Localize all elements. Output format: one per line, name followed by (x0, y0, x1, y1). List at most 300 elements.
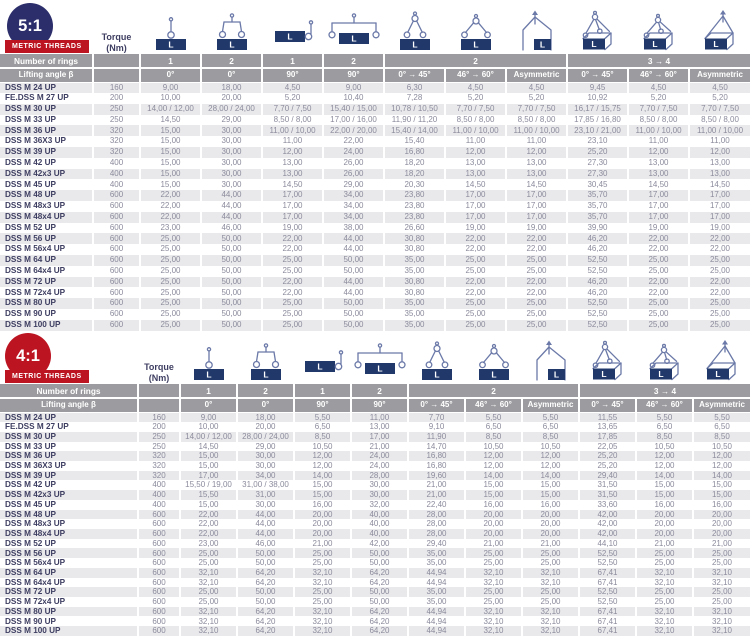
load-value: 15,00 (140, 169, 201, 180)
torque-value: 600 (138, 548, 180, 558)
load-value: 30,00 (201, 136, 262, 147)
svg-text:L: L (262, 369, 269, 380)
load-value: 30,00 (201, 158, 262, 169)
torque-value: 320 (138, 471, 180, 481)
product-name: DSS M 72x4 UP (0, 597, 138, 607)
load-value: 20,00 (237, 422, 294, 432)
table-row (0, 432, 750, 442)
load-value: 30,45 (567, 179, 628, 190)
torque-value: 200 (138, 422, 180, 432)
load-value: 25,00 (294, 548, 351, 558)
multi-leg-46-60-icon-cell (636, 332, 693, 384)
load-value: 35,00 (384, 298, 445, 309)
torque-value: 600 (93, 255, 140, 266)
load-value: 4,50 (628, 82, 689, 93)
load-value: 42,00 (579, 510, 636, 520)
load-value: 25,20 (579, 461, 636, 471)
load-value: 35,00 (384, 309, 445, 320)
two-ring-0deg-icon (239, 339, 293, 383)
load-value: 19,00 (445, 223, 506, 234)
load-value: 7,70 (408, 412, 465, 422)
load-value: 44,94 (408, 568, 465, 578)
load-value: 5,20 (628, 93, 689, 104)
load-value: 25,00 (262, 255, 323, 266)
angle-cell: Asymmetric (506, 68, 567, 82)
load-value: 12,00 (693, 461, 750, 471)
load-value: 50,00 (323, 320, 384, 331)
torque-value: 600 (93, 190, 140, 201)
load-value: 26,60 (384, 223, 445, 234)
table-row (0, 578, 750, 588)
load-value: 67,41 (579, 578, 636, 588)
load-value: 12,00 (465, 461, 522, 471)
load-value: 46,00 (201, 223, 262, 234)
load-value: 15,00 (294, 490, 351, 500)
load-value: 5,20 (445, 93, 506, 104)
product-name: DSS M 90 UP (0, 616, 138, 626)
table-row (0, 412, 750, 422)
load-value: 25,00 (689, 255, 750, 266)
load-value: 5,50 (465, 412, 522, 422)
torque-value: 400 (93, 179, 140, 190)
load-value: 12,00 (262, 147, 323, 158)
torque-value: 320 (138, 451, 180, 461)
load-value: 20,30 (384, 179, 445, 190)
table-row (0, 500, 750, 510)
load-value: 50,00 (351, 587, 408, 597)
torque-value: 400 (93, 158, 140, 169)
load-value: 32,10 (636, 578, 693, 588)
one-ring-90deg-icon-cell (262, 0, 323, 54)
load-value: 4,50 (262, 82, 323, 93)
load-value: 23,10 / 21,00 (567, 125, 628, 136)
multi-leg-46-60-icon (632, 9, 686, 53)
load-value: 22,00 (689, 244, 750, 255)
load-value: 67,41 (579, 626, 636, 636)
load-value: 15,00 (180, 500, 237, 510)
load-value: 25,00 (506, 298, 567, 309)
load-value: 35,00 (384, 255, 445, 266)
table-row (0, 529, 750, 539)
torque-value: 600 (138, 539, 180, 549)
load-value: 21,00 (636, 539, 693, 549)
load-value: 32,10 (180, 616, 237, 626)
load-value: 34,00 (323, 201, 384, 212)
load-value: 25,00 (262, 320, 323, 331)
ring-count-cell: 1 (180, 384, 237, 398)
lifting-angle-row (0, 68, 750, 82)
product-name: DSS M 48 UP (0, 190, 93, 201)
load-value: 46,20 (567, 233, 628, 244)
load-value: 15,00 (636, 480, 693, 490)
load-value: 25,00 (294, 597, 351, 607)
torque-value: 600 (93, 309, 140, 320)
load-value: 14,00 (522, 471, 579, 481)
load-value: 64,20 (351, 568, 408, 578)
load-value: 18,00 (201, 82, 262, 93)
load-value: 31,50 (579, 490, 636, 500)
angle-cell: Asymmetric (689, 68, 750, 82)
load-value: 21,00 (465, 539, 522, 549)
load-value: 44,00 (201, 190, 262, 201)
table-row (0, 179, 750, 190)
table-row (0, 587, 750, 597)
load-value: 22,00 (140, 190, 201, 201)
load-value: 25,00 (506, 309, 567, 320)
load-value: 22,00 (506, 287, 567, 298)
product-name: DSS M 72 UP (0, 587, 138, 597)
load-value: 15,00 (140, 147, 201, 158)
load-value: 12,00 (465, 451, 522, 461)
load-value: 32,10 (522, 568, 579, 578)
load-value: 20,00 (294, 529, 351, 539)
load-value: 44,94 (408, 607, 465, 617)
product-name: DSS M 48 UP (0, 510, 138, 520)
load-value: 25,00 (140, 309, 201, 320)
load-value: 50,00 (323, 266, 384, 277)
load-value: 11,00 (689, 136, 750, 147)
product-name: DSS M 64 UP (0, 255, 93, 266)
load-value: 32,10 (636, 616, 693, 626)
load-value: 44,10 (579, 539, 636, 549)
load-value: 22,00 (262, 244, 323, 255)
load-value: 25,00 (636, 587, 693, 597)
svg-text:L: L (411, 39, 418, 50)
load-value: 5,50 (522, 412, 579, 422)
product-name: DSS M 33 UP (0, 115, 93, 126)
load-value: 15,00 (465, 480, 522, 490)
load-value: 25,00 (180, 597, 237, 607)
load-value: 23,80 (384, 190, 445, 201)
table-row (0, 277, 750, 288)
two-leg-0-45-icon (410, 339, 464, 383)
load-value: 32,10 (294, 568, 351, 578)
load-value: 22,00 (628, 244, 689, 255)
load-value: 13,65 (579, 422, 636, 432)
load-value: 22,00 (506, 233, 567, 244)
load-value: 7,70 / 7,50 (445, 104, 506, 115)
load-value: 25,00 (445, 320, 506, 331)
load-value: 25,00 (522, 548, 579, 558)
product-name: FE.DSS M 27 UP (0, 422, 138, 432)
load-value: 25,00 (689, 309, 750, 320)
load-value: 25,00 (465, 548, 522, 558)
load-value: 50,00 (351, 558, 408, 568)
load-value: 28,00 / 24,00 (237, 432, 294, 442)
load-value: 5,50 (693, 412, 750, 422)
load-value: 25,00 (294, 587, 351, 597)
multi-leg-46-60-icon-cell (628, 0, 689, 54)
torque-value: 400 (138, 480, 180, 490)
load-value: 32,10 (294, 616, 351, 626)
load-value: 25,00 (628, 298, 689, 309)
table-row (0, 223, 750, 234)
product-name: DSS M 36X3 UP (0, 136, 93, 147)
load-value: 17,00 (689, 201, 750, 212)
load-value: 25,00 (506, 320, 567, 331)
load-value: 17,85 (579, 432, 636, 442)
load-value: 17,00 (628, 190, 689, 201)
load-value: 16,00 (522, 500, 579, 510)
table-row (0, 558, 750, 568)
ring-count-cell: 2 (323, 54, 384, 68)
load-value: 35,00 (408, 587, 465, 597)
load-value: 35,70 (567, 190, 628, 201)
load-value: 32,10 (636, 568, 693, 578)
svg-text:L: L (472, 39, 479, 50)
load-value: 12,00 (294, 451, 351, 461)
table-row (0, 115, 750, 126)
load-value: 32,10 (693, 578, 750, 588)
two-ring-90deg-icon (327, 9, 381, 53)
load-value: 40,00 (351, 529, 408, 539)
load-value: 35,70 (567, 212, 628, 223)
load-value: 6,50 (693, 422, 750, 432)
product-name: DSS M 36X3 UP (0, 461, 138, 471)
load-value: 25,00 (465, 558, 522, 568)
table-row (0, 548, 750, 558)
load-value: 20,00 (294, 519, 351, 529)
metric-threads-label: METRIC THREADS (5, 40, 89, 53)
load-value: 13,00 (628, 169, 689, 180)
table-row (0, 93, 750, 104)
torque-value: 400 (138, 490, 180, 500)
load-value: 11,00 / 10,00 (445, 125, 506, 136)
torque-value: 600 (93, 277, 140, 288)
load-value: 52,50 (567, 320, 628, 331)
load-value: 44,00 (201, 212, 262, 223)
load-value: 44,00 (323, 244, 384, 255)
table-row (0, 320, 750, 331)
load-value: 46,20 (567, 277, 628, 288)
load-value: 25,00 (689, 266, 750, 277)
load-value: 32,00 (351, 500, 408, 510)
one-ring-0deg-icon (182, 339, 236, 383)
load-value: 17,00 (351, 432, 408, 442)
load-value: 17,00 (445, 190, 506, 201)
load-value: 30,00 (237, 500, 294, 510)
angle-cell: 0° → 45° (384, 68, 445, 82)
load-value: 30,80 (384, 287, 445, 298)
load-value: 9,10 (408, 422, 465, 432)
product-name: DSS M 36 UP (0, 125, 93, 136)
load-value: 15,40 / 14,00 (384, 125, 445, 136)
load-value: 12,00 (506, 147, 567, 158)
ring-count-cell: 3 → 4 (567, 54, 750, 68)
load-value: 22,00 (262, 233, 323, 244)
load-value: 13,00 (351, 422, 408, 432)
load-value: 8,50 / 8,00 (506, 115, 567, 126)
load-value: 30,80 (384, 233, 445, 244)
torque-value: 250 (93, 104, 140, 115)
angle-cell: 0° → 45° (579, 398, 636, 412)
load-value: 20,00 (636, 529, 693, 539)
torque-value: 600 (138, 616, 180, 626)
angle-cell: Asymmetric (693, 398, 750, 412)
angle-cell: 0° (140, 68, 201, 82)
load-value: 25,00 (140, 320, 201, 331)
product-name: DSS M 30 UP (0, 432, 138, 442)
load-value: 32,10 (522, 616, 579, 626)
load-value: 22,00 (180, 519, 237, 529)
load-value: 31,00 (237, 490, 294, 500)
torque-value: 600 (138, 529, 180, 539)
svg-text:L: L (167, 39, 174, 50)
load-value: 22,00 (323, 136, 384, 147)
load-value: 64,20 (237, 626, 294, 636)
svg-text:L: L (712, 39, 719, 50)
load-value: 16,00 (294, 500, 351, 510)
load-value: 50,00 (323, 298, 384, 309)
torque-value: 160 (93, 82, 140, 93)
load-value: 42,00 (579, 529, 636, 539)
load-value: 11,00 / 10,00 (506, 125, 567, 136)
load-value: 11,55 (579, 412, 636, 422)
load-value: 19,00 (689, 223, 750, 234)
load-value: 52,50 (579, 587, 636, 597)
torque-value: 600 (93, 244, 140, 255)
load-value: 11,00 / 10,00 (262, 125, 323, 136)
two-leg-0-45-icon-cell (384, 0, 445, 54)
angle-cell: Asymmetric (522, 398, 579, 412)
load-value: 25,20 (579, 451, 636, 461)
load-value: 30,00 (201, 147, 262, 158)
load-value: 18,20 (384, 158, 445, 169)
load-value: 50,00 (323, 309, 384, 320)
load-value: 22,00 (628, 287, 689, 298)
torque-header-word: Torque (144, 362, 174, 373)
product-name: DSS M 48x4 UP (0, 212, 93, 223)
load-value: 19,00 (628, 223, 689, 234)
table-row (0, 212, 750, 223)
load-value: 28,00 (351, 471, 408, 481)
load-value: 29,00 (201, 115, 262, 126)
load-value: 16,80 (408, 461, 465, 471)
load-value: 15,00 (294, 480, 351, 490)
one-ring-0deg-icon-cell (140, 0, 201, 54)
load-value: 14,50 (628, 179, 689, 190)
table-row (0, 125, 750, 136)
load-value: 25,00 (628, 255, 689, 266)
torque-value: 600 (93, 320, 140, 331)
load-value: 34,00 (323, 212, 384, 223)
load-value: 64,20 (351, 626, 408, 636)
angle-cell: 0° → 45° (567, 68, 628, 82)
load-value: 8,50 (636, 432, 693, 442)
torque-value: 600 (138, 558, 180, 568)
multi-leg-0-45-icon-cell (567, 0, 628, 54)
load-value: 11,90 / 11,20 (384, 115, 445, 126)
load-value: 12,00 (522, 451, 579, 461)
load-value: 8,50 / 8,00 (445, 115, 506, 126)
load-value: 35,00 (384, 320, 445, 331)
load-value: 50,00 (201, 244, 262, 255)
load-value: 5,20 (262, 93, 323, 104)
torque-header (138, 332, 180, 384)
load-value: 12,00 (522, 461, 579, 471)
two-ring-90deg-icon (353, 339, 407, 383)
load-value: 14,00 (294, 471, 351, 481)
load-value: 44,00 (237, 510, 294, 520)
load-value: 10,00 (140, 93, 201, 104)
load-value: 17,00 (506, 190, 567, 201)
load-value: 14,70 (408, 442, 465, 452)
load-value: 64,20 (237, 616, 294, 626)
load-value: 17,00 (445, 212, 506, 223)
load-value: 12,00 (636, 451, 693, 461)
load-value: 21,00 (693, 539, 750, 549)
torque-value: 600 (93, 233, 140, 244)
load-value: 10,50 (693, 442, 750, 452)
two-leg-0-45-icon (388, 9, 442, 53)
load-value: 50,00 (323, 255, 384, 266)
load-value: 13,00 (506, 158, 567, 169)
product-name: DSS M 56 UP (0, 233, 93, 244)
product-name: DSS M 42 UP (0, 480, 138, 490)
product-name: DSS M 45 UP (0, 179, 93, 190)
ring-count-cell: 2 (351, 384, 408, 398)
load-value: 25,00 (636, 558, 693, 568)
product-name: DSS M 36 UP (0, 451, 138, 461)
load-value: 15,00 (180, 451, 237, 461)
load-value: 24,00 (323, 147, 384, 158)
angle-cell: 0° (237, 398, 294, 412)
torque-value: 320 (138, 461, 180, 471)
product-name: DSS M 56x4 UP (0, 244, 93, 255)
two-ring-0deg-icon (205, 9, 259, 53)
torque-value: 200 (93, 93, 140, 104)
load-value: 25,00 (140, 233, 201, 244)
load-value: 25,00 (140, 298, 201, 309)
load-value: 44,94 (408, 578, 465, 588)
load-value: 17,00 (506, 201, 567, 212)
one-ring-90deg-icon (296, 339, 350, 383)
ratio-badge: 5:1 (7, 3, 53, 49)
torque-value: 600 (138, 626, 180, 636)
load-value: 50,00 (237, 597, 294, 607)
load-value: 44,94 (408, 616, 465, 626)
load-value: 23,00 (140, 223, 201, 234)
table-row (0, 309, 750, 320)
table-row (0, 490, 750, 500)
load-value: 25,00 (465, 597, 522, 607)
load-value: 25,00 (522, 597, 579, 607)
load-value: 18,20 (384, 169, 445, 180)
load-value: 25,00 (636, 548, 693, 558)
two-leg-46-60-icon-cell (445, 0, 506, 54)
one-ring-90deg-icon-cell (294, 332, 351, 384)
load-value: 26,00 (323, 169, 384, 180)
load-value: 44,00 (323, 233, 384, 244)
torque-header-unit: (Nm) (106, 42, 127, 53)
load-value: 52,50 (579, 597, 636, 607)
load-value: 16,80 (384, 147, 445, 158)
load-value: 20,00 (693, 529, 750, 539)
load-value: 22,00 (689, 277, 750, 288)
load-value: 6,50 (294, 422, 351, 432)
table-row (0, 471, 750, 481)
load-value: 25,00 (294, 558, 351, 568)
torque-value: 600 (138, 510, 180, 520)
load-value: 22,00 (140, 201, 201, 212)
load-value: 15,50 (180, 490, 237, 500)
load-value: 29,40 (408, 539, 465, 549)
one-ring-0deg-icon-cell (180, 332, 237, 384)
load-value: 21,00 (351, 442, 408, 452)
load-value: 22,00 (140, 212, 201, 223)
table-row (0, 519, 750, 529)
load-value: 20,00 (201, 93, 262, 104)
